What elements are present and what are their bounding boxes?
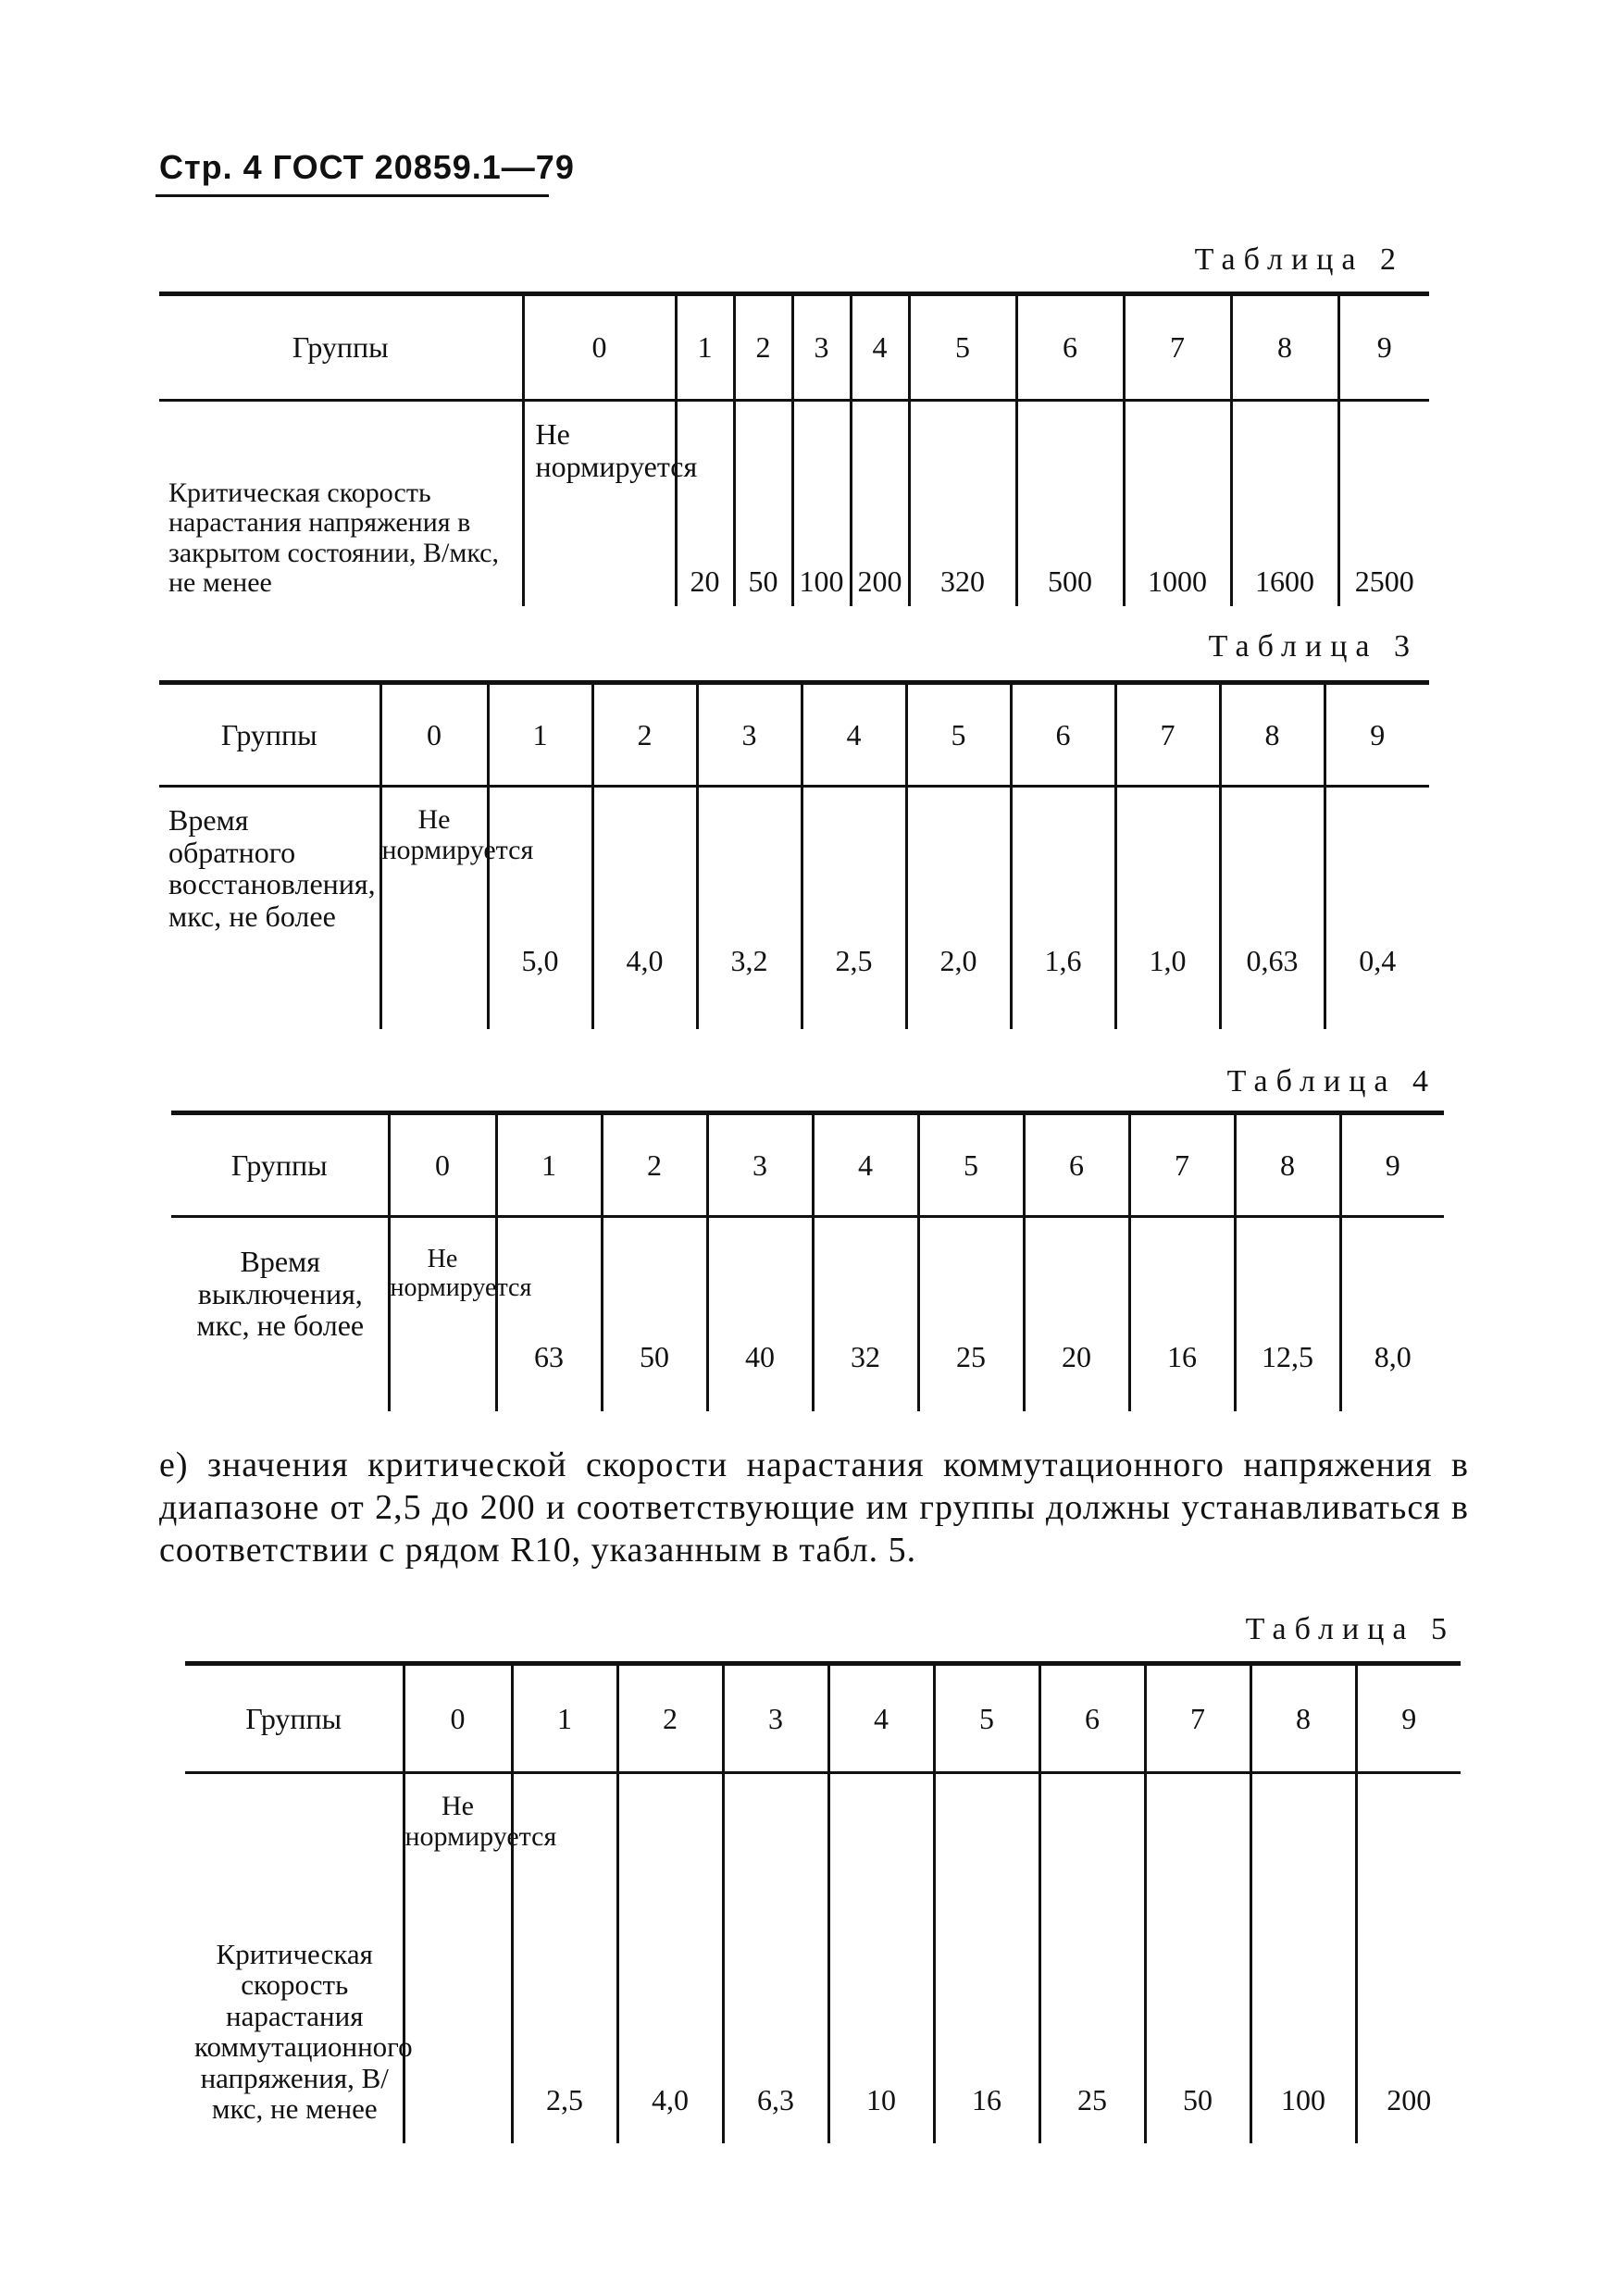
table-3-row-label: Время обратного восстановления, мкс, не более [168,803,376,933]
table-4-value: 12,5 [1235,1217,1340,1411]
table-4-group: 3 [707,1113,813,1217]
table-5-value: 6,3 [723,1773,828,2143]
table-2-value: 1600 [1231,401,1338,606]
header-rule [155,194,549,197]
table-2-not-normed: Не нормируется [523,401,676,606]
table-4-value: 50 [602,1217,707,1411]
table-2-row-label: Критическая скорость нарастания напряжения в закрытом состоянии, В/мкс, не менее [168,477,499,599]
table-2-value: 2500 [1338,401,1429,606]
table-5-group: 8 [1250,1664,1356,1773]
table-4 [171,1111,1444,1411]
table-4-value: 20 [1024,1217,1129,1411]
table-4-value: 8,0 [1340,1217,1444,1411]
table-3-header-label: Группы [159,683,380,787]
table-3-group: 3 [697,683,802,787]
table-5-value: 50 [1145,1773,1250,2143]
table-4-value: 32 [813,1217,918,1411]
table-3-not-normed: Не нормируется [380,787,488,1029]
table-2-group: 7 [1124,294,1231,401]
table-4-group: 2 [602,1113,707,1217]
table-2-group: 9 [1338,294,1429,401]
table-4-group: 4 [813,1113,918,1217]
table-5-group: 6 [1039,1664,1145,1773]
table-4-group: 5 [918,1113,1024,1217]
table-2-group: 5 [909,294,1016,401]
table-2-group: 2 [734,294,792,401]
table-3-group: 6 [1011,683,1115,787]
table-5-group: 7 [1145,1664,1250,1773]
table-3-group: 0 [380,683,488,787]
table-5-value: 10 [828,1773,934,2143]
table-5-not-normed: Не нормируется [404,1773,512,2143]
table-2-value: 320 [909,401,1016,606]
table-2-group: 3 [792,294,851,401]
table-3-value: 0,4 [1325,787,1429,1029]
table-5-value: 4,0 [617,1773,723,2143]
table-3-value: 1,0 [1115,787,1220,1029]
table-4-caption: Таблица 4 [1226,1064,1437,1098]
table-5-value: 2,5 [512,1773,617,2143]
table-2-caption: Таблица 2 [1194,242,1404,277]
table-5-row-label: Критическая скорость нарастания коммутационного напряжения, В/мкс, не менее [194,1937,413,2126]
table-2-value: 500 [1016,401,1124,606]
table-4-group: 6 [1024,1113,1129,1217]
table-2-group: 1 [676,294,734,401]
table-4-group: 0 [389,1113,496,1217]
table-5-group: 2 [617,1664,723,1773]
table-4-group: 8 [1235,1113,1340,1217]
table-2-group: 6 [1016,294,1124,401]
table-2-value: 100 [792,401,851,606]
table-4-value: 25 [918,1217,1024,1411]
table-4-group: 1 [496,1113,602,1217]
table-4-value: 16 [1129,1217,1235,1411]
table-5-value: 16 [934,1773,1039,2143]
table-3-group: 7 [1115,683,1220,787]
table-5-group: 3 [723,1664,828,1773]
table-3-value: 2,0 [906,787,1011,1029]
table-2-group: 8 [1231,294,1338,401]
page-header: Стр. 4 ГОСТ 20859.1—79 [159,148,575,186]
table-5-caption: Таблица 5 [1245,1612,1455,1646]
table-4-value: 63 [496,1217,602,1411]
table-2-header-label: Группы [159,294,523,401]
table-3-group: 8 [1220,683,1325,787]
table-2-value: 50 [734,401,792,606]
table-2-value: 20 [676,401,734,606]
table-2-value: 1000 [1124,401,1231,606]
table-2-group: 0 [523,294,676,401]
table-4-row-label: Время выключения, мкс, не более [196,1245,365,1343]
table-5-value: 25 [1039,1773,1145,2143]
table-4-not-normed: Не нормируется [389,1217,496,1411]
table-3-caption: Таблица 3 [1208,629,1418,664]
table-3-group: 9 [1325,683,1429,787]
table-5 [185,1661,1461,2143]
table-4-value: 40 [707,1217,813,1411]
table-5-value: 200 [1356,1773,1461,2143]
table-3-value: 5,0 [488,787,592,1029]
table-2 [159,292,1429,606]
table-5-value: 100 [1250,1773,1356,2143]
table-3-value: 3,2 [697,787,802,1029]
table-2-group: 4 [851,294,909,401]
table-5-header-label: Группы [185,1664,404,1773]
body-paragraph: е) значения критической скорости нарастания коммутационного напряжения в диапазоне от 2,5 до 200 и соответствующие им группы должны устанавливаться в соответствии с рядом R10, указанным в табл. 5. [159,1446,1469,1570]
table-2-value: 200 [851,401,909,606]
table-3-group: 5 [906,683,1011,787]
table-4-group: 7 [1129,1113,1235,1217]
table-5-group: 5 [934,1664,1039,1773]
table-3-value: 4,0 [592,787,697,1029]
table-4-header-label: Группы [171,1113,389,1217]
table-5-group: 9 [1356,1664,1461,1773]
table-3-group: 2 [592,683,697,787]
table-3-value: 0,63 [1220,787,1325,1029]
table-3-value: 2,5 [802,787,906,1029]
table-5-group: 1 [512,1664,617,1773]
table-5-group: 0 [404,1664,512,1773]
table-3-group: 4 [802,683,906,787]
table-3-value: 1,6 [1011,787,1115,1029]
table-3-group: 1 [488,683,592,787]
table-4-group: 9 [1340,1113,1444,1217]
table-3 [159,680,1429,1029]
table-5-group: 4 [828,1664,934,1773]
